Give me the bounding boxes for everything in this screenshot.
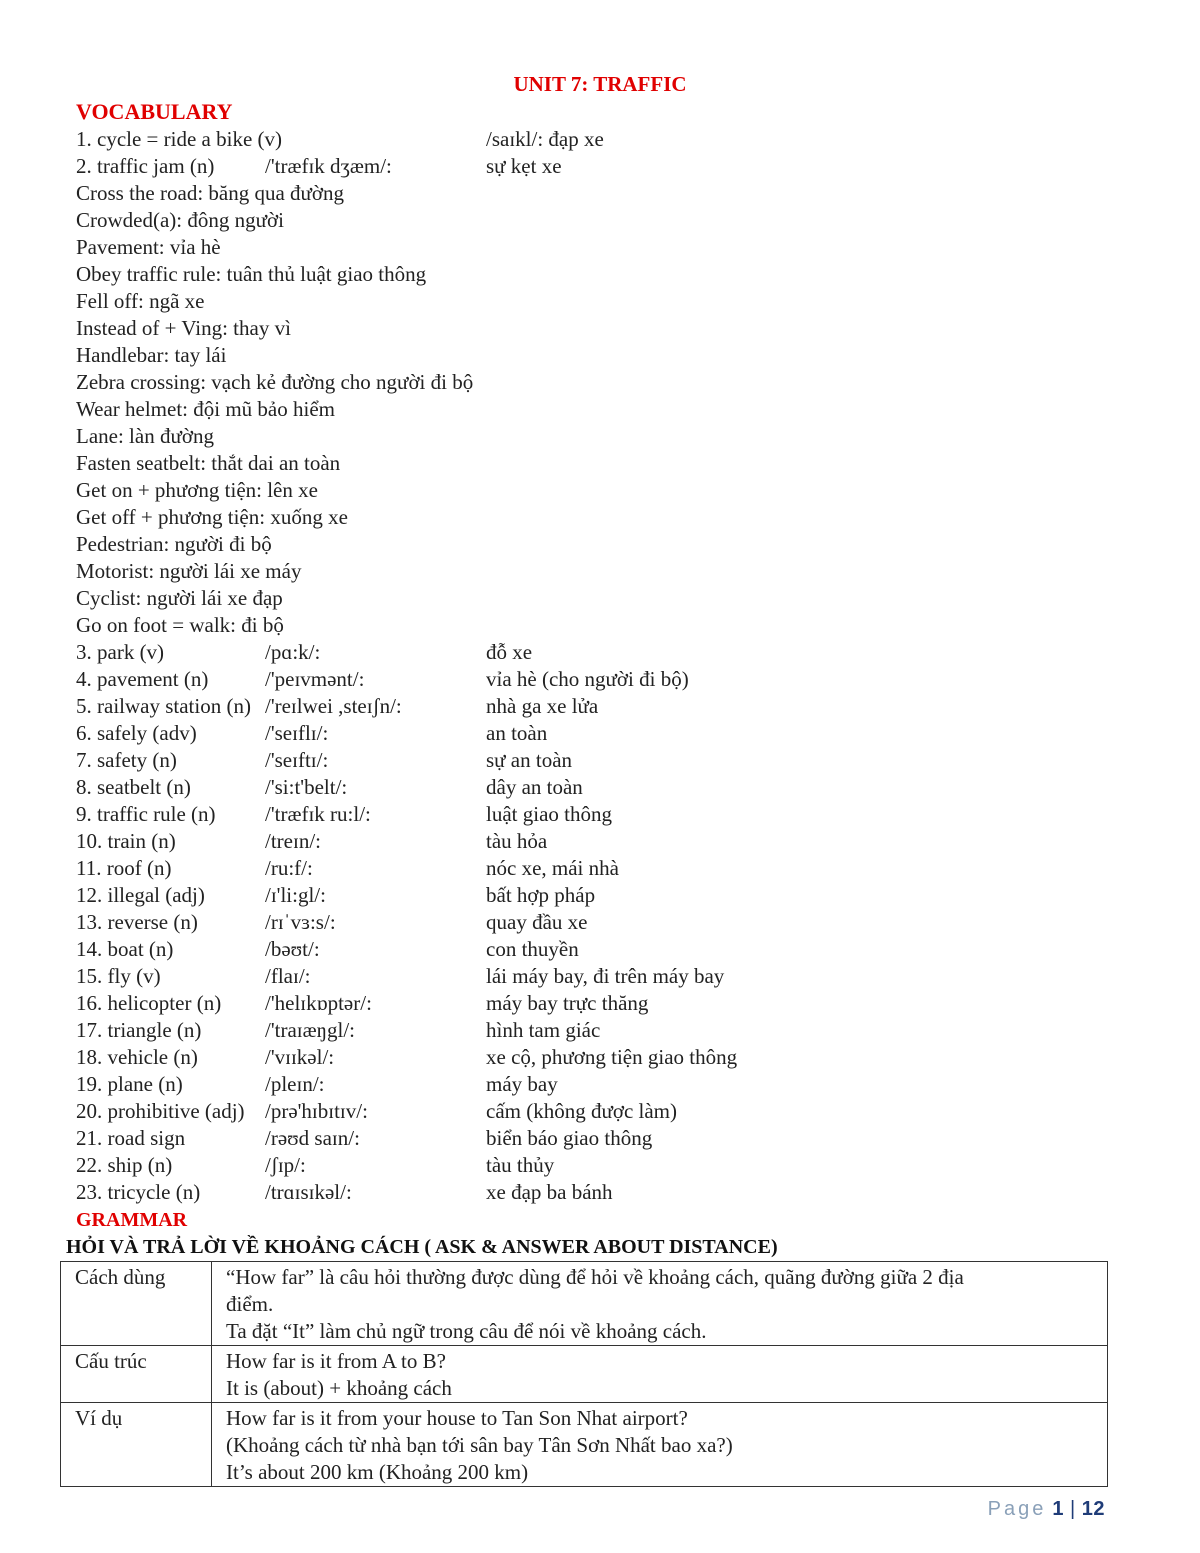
vocab-item [76, 450, 1126, 477]
page-footer: Page 1 | 12 [987, 1498, 1105, 1520]
vocab-item [76, 180, 1126, 207]
vocab-ipa: /'seɪftɪ/: [265, 748, 329, 772]
vocab-ipa: /pɑ:k/: [265, 640, 321, 664]
vocab-item [76, 801, 1126, 828]
vocab-item [76, 1125, 1126, 1152]
vocab-ipa: /trɑɪsɪkəl/: [265, 1180, 352, 1204]
vocab-item [76, 342, 1126, 369]
vocab-meaning: nóc xe, mái nhà [486, 856, 619, 880]
vocab-item [76, 369, 1126, 396]
vocab-meaning: biển báo giao thông [486, 1126, 653, 1150]
vocab-meaning: con thuyền [486, 937, 579, 961]
vocab-term: 16. helicopter (n) [76, 991, 222, 1015]
vocab-meaning: xe đạp ba bánh [486, 1180, 613, 1204]
grammar-line: It’s about 200 km (Khoảng 200 km) [226, 1460, 529, 1484]
vocab-term: 2. traffic jam (n) [76, 154, 215, 178]
vocab-ipa: /rəʊd saɪn/: [265, 1126, 360, 1150]
vocab-term: 23. tricycle (n) [76, 1180, 201, 1204]
vocab-term: 22. ship (n) [76, 1153, 173, 1177]
vocab-item [76, 423, 1126, 450]
vocab-ipa: /ɪ'li:gl/: [265, 883, 326, 907]
grammar-row [61, 1262, 1108, 1346]
vocab-meaning: đỗ xe [486, 640, 533, 664]
vocab-item [76, 855, 1126, 882]
vocab-ipa: /'peɪvmənt/: [265, 667, 365, 691]
grammar-label: Cách dùng [61, 1262, 212, 1346]
vocab-ipa: /'traɪæŋgl/: [265, 1018, 355, 1042]
grammar-line: “How far” là câu hỏi thường được dùng để hỏi về khoảng cách, quãng đường giữa 2 địa [226, 1265, 964, 1289]
unit-title: UNIT 7: TRAFFIC [513, 72, 687, 96]
vocab-ipa: /pleɪn/: [265, 1072, 325, 1096]
vocab-ipa: /ʃɪp/: [265, 1153, 306, 1177]
vocab-item [76, 693, 1126, 720]
vocab-ipa: /'reɪlwei ,steɪʃn/: [265, 694, 402, 718]
page-number: 1 [1052, 1498, 1065, 1520]
grammar-line: It is (about) + khoảng cách [226, 1376, 452, 1400]
vocab-term: 9. traffic rule (n) [76, 802, 216, 826]
grammar-label: Ví dụ [61, 1403, 212, 1487]
grammar-label: Cấu trúc [61, 1346, 212, 1403]
vocab-ipa: /'vɪɪkəl/: [265, 1045, 335, 1069]
vocab-item [76, 990, 1126, 1017]
vocab-ipa: /flaɪ/: [265, 964, 311, 988]
vocab-ipa: /'si:t'belt/: [265, 775, 348, 799]
vocab-ipa: /treɪn/: [265, 829, 321, 853]
vocab-item [76, 720, 1126, 747]
vocab-meaning: hình tam giác [486, 1018, 601, 1042]
vocab-term: Lane: làn đường [76, 424, 214, 448]
vocab-item [76, 315, 1126, 342]
vocab-meaning: sự an toàn [486, 748, 573, 772]
vocab-term: Fell off: ngã xe [76, 289, 205, 313]
vocab-term: Pedestrian: người đi bộ [76, 532, 272, 556]
grammar-table [60, 1261, 1108, 1487]
vocab-term: Instead of + Ving: thay vì [76, 316, 291, 340]
page-word: Page [987, 1498, 1047, 1520]
vocab-item [76, 1179, 1126, 1206]
grammar-line: Ta đặt “It” làm chủ ngữ trong câu để nói về khoảng cách. [226, 1319, 707, 1343]
vocab-meaning: cấm (không được làm) [486, 1099, 678, 1123]
vocabulary-heading: VOCABULARY [76, 99, 233, 124]
vocab-ipa: /'træfɪk dʒæm/: [265, 154, 392, 178]
vocab-term: 10. train (n) [76, 829, 176, 853]
grammar-subheading: HỎI VÀ TRẢ LỜI VỀ KHOẢNG CÁCH ( ASK & ANSWER ABOUT DISTANCE) [66, 1236, 778, 1258]
vocab-item [76, 504, 1126, 531]
vocab-term: 4. pavement (n) [76, 667, 209, 691]
vocab-term: Wear helmet: đội mũ bảo hiểm [76, 397, 335, 421]
vocab-term: Pavement: vỉa hè [76, 235, 221, 259]
vocab-term: Motorist: người lái xe máy [76, 559, 302, 583]
vocab-term: Fasten seatbelt: thắt dai an toàn [76, 451, 341, 475]
vocab-meaning: bất hợp pháp [486, 883, 596, 907]
grammar-line: (Khoảng cách từ nhà bạn tới sân bay Tân Sơn Nhất bao xa?) [226, 1433, 733, 1457]
page-total: 12 [1081, 1498, 1105, 1520]
vocab-item [76, 585, 1126, 612]
vocab-meaning: tàu hỏa [486, 829, 548, 853]
vocab-item [76, 936, 1126, 963]
grammar-row [61, 1403, 1108, 1487]
vocab-term: 13. reverse (n) [76, 910, 198, 934]
vocab-item [76, 882, 1126, 909]
vocab-meaning: lái máy bay, đi trên máy bay [486, 964, 725, 988]
vocab-ipa: /'seɪflɪ/: [265, 721, 329, 745]
vocab-item [76, 666, 1126, 693]
vocab-item [76, 774, 1126, 801]
vocab-term: Go on foot = walk: đi bộ [76, 613, 284, 637]
grammar-content [212, 1403, 1108, 1487]
vocab-term: 3. park (v) [76, 640, 165, 664]
vocab-item [76, 1044, 1126, 1071]
vocab-item [76, 126, 1126, 153]
vocab-item [76, 1152, 1126, 1179]
vocab-meaning: xe cộ, phương tiện giao thông [486, 1045, 738, 1069]
vocab-term: Get off + phương tiện: xuống xe [76, 505, 348, 529]
vocab-term: 21. road sign [76, 1126, 186, 1150]
vocab-term: 5. railway station (n) [76, 694, 251, 718]
vocab-meaning: /saɪkl/: đạp xe [486, 127, 604, 151]
vocab-term: 18. vehicle (n) [76, 1045, 198, 1069]
vocab-term: Get on + phương tiện: lên xe [76, 478, 318, 502]
vocab-meaning: nhà ga xe lửa [486, 694, 599, 718]
vocab-item [76, 747, 1126, 774]
vocab-item [76, 1017, 1126, 1044]
vocab-meaning: sự kẹt xe [486, 154, 562, 178]
vocab-item [76, 828, 1126, 855]
vocab-meaning: an toàn [486, 721, 548, 745]
vocab-term: 12. illegal (adj) [76, 883, 205, 907]
vocab-term: 1. cycle = ride a bike (v) [76, 127, 283, 151]
grammar-line: điểm. [226, 1292, 274, 1316]
vocab-item [76, 207, 1126, 234]
vocab-term: 20. prohibitive (adj) [76, 1099, 245, 1123]
vocab-term: Crowded(a): đông người [76, 208, 284, 232]
vocab-term: 14. boat (n) [76, 937, 174, 961]
vocab-item [76, 1071, 1126, 1098]
grammar-heading: GRAMMAR [76, 1209, 188, 1231]
vocab-term: Cyclist: người lái xe đạp [76, 586, 283, 610]
grammar-row [61, 1346, 1108, 1403]
vocabulary-list [76, 126, 1126, 1206]
grammar-content [212, 1346, 1108, 1403]
vocab-ipa: /'helɪkɒptər/: [265, 991, 372, 1015]
grammar-line: How far is it from A to B? [226, 1349, 446, 1373]
vocab-item [76, 639, 1126, 666]
vocab-item [76, 909, 1126, 936]
vocab-meaning: máy bay [486, 1072, 558, 1096]
vocab-meaning: vỉa hè (cho người đi bộ) [486, 667, 689, 691]
vocab-ipa: /'træfɪk ru:l/: [265, 802, 371, 826]
vocab-ipa: /ru:f/: [265, 856, 313, 880]
vocab-meaning: dây an toàn [486, 775, 583, 799]
vocab-term: Cross the road: băng qua đường [76, 181, 345, 205]
vocab-term: 19. plane (n) [76, 1072, 183, 1096]
vocab-meaning: tàu thủy [486, 1153, 555, 1177]
grammar-content [212, 1262, 1108, 1346]
vocab-meaning: luật giao thông [486, 802, 612, 826]
grammar-line: How far is it from your house to Tan Son Nhat airport? [226, 1406, 688, 1430]
vocab-item [76, 396, 1126, 423]
vocab-item [76, 963, 1126, 990]
vocab-term: Obey traffic rule: tuân thủ luật giao thông [76, 262, 427, 286]
vocab-item [76, 153, 1126, 180]
vocab-item [76, 288, 1126, 315]
vocab-item [76, 558, 1126, 585]
vocab-term: 15. fly (v) [76, 964, 161, 988]
vocab-item [76, 612, 1126, 639]
vocab-term: Zebra crossing: vạch kẻ đường cho người đi bộ [76, 370, 474, 394]
vocab-term: 17. triangle (n) [76, 1018, 202, 1042]
vocab-term: 8. seatbelt (n) [76, 775, 191, 799]
vocab-item [76, 477, 1126, 504]
vocab-term: 7. safety (n) [76, 748, 177, 772]
vocab-item [76, 261, 1126, 288]
vocab-term: Handlebar: tay lái [76, 343, 227, 367]
vocab-ipa: /rɪˈvɜ:s/: [265, 910, 336, 934]
vocab-term: 11. roof (n) [76, 856, 172, 880]
vocab-item [76, 1098, 1126, 1125]
vocab-ipa: /bəʊt/: [265, 937, 320, 961]
vocab-item [76, 531, 1126, 558]
vocab-term: 6. safely (adv) [76, 721, 197, 745]
vocab-ipa: /prə'hɪbɪtɪv/: [265, 1099, 368, 1123]
vocab-meaning: quay đầu xe [486, 910, 588, 934]
vocab-item [76, 234, 1126, 261]
vocab-meaning: máy bay trực thăng [486, 991, 649, 1015]
